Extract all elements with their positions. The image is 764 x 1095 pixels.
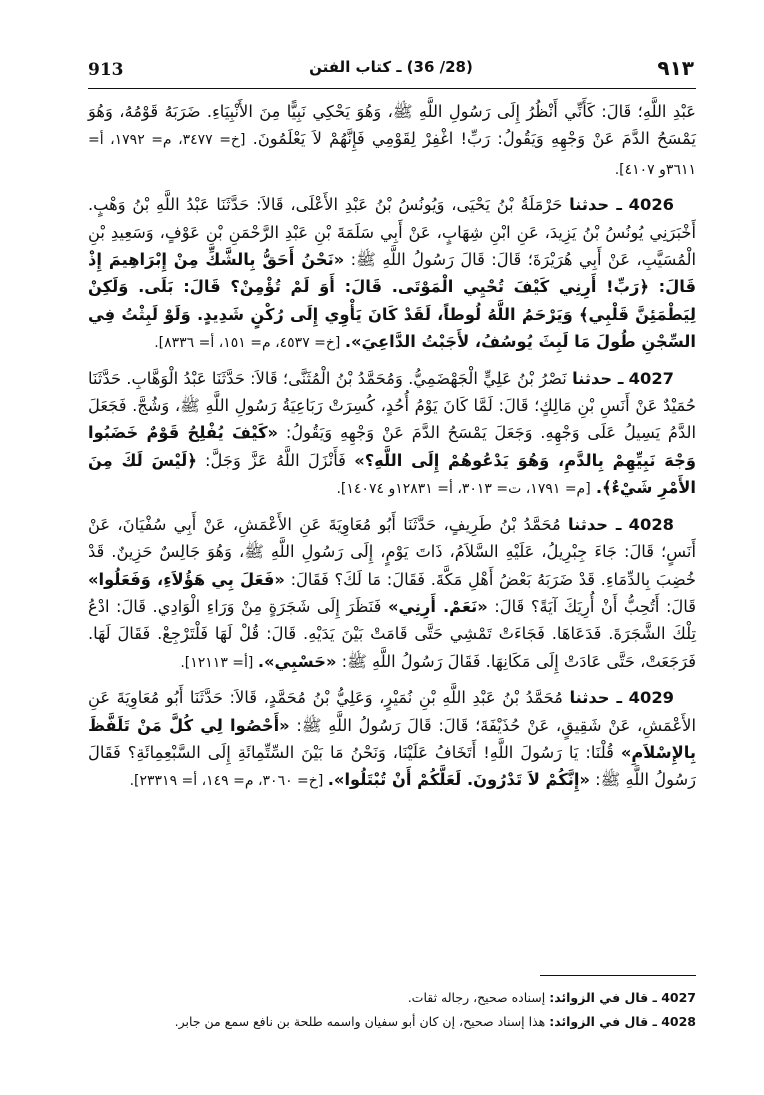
- hadith-lead: ـ حدثنا: [572, 368, 624, 388]
- prophetic-quote: «كَيْفَ يُفْلِحُ قَوْمٌ خَضَبُوا وَجْهَ نَبِيِّهِمْ بِالدَّمِ، وَهُوَ يَدْعُوهُمْ إِلَى اللَّهِ؟»: [88, 423, 697, 470]
- takhrij-ref: [أ= ١٢١١٣].: [180, 654, 258, 671]
- prophetic-quote: «أَحْصُوا لِي كُلَّ مَنْ تَلَفَّظَ بِالإِسْلاَمِ»: [88, 715, 696, 762]
- narration-text: فَأَنْزَلَ اللَّهُ عَزَّ وَجَلَّ:: [196, 450, 355, 470]
- hadith-lead: ـ حدثنا: [568, 514, 622, 534]
- page-number-arabic: ٩١٣: [657, 56, 694, 80]
- header-rule: [88, 88, 696, 89]
- prophetic-quote: «إِنَّكُمْ لاَ تَدْرُونَ. لَعَلَّكُمْ أَنْ تُبْتَلُوا».: [327, 770, 590, 790]
- hadith-number: 4027: [628, 368, 674, 388]
- hadith-4028: [88, 511, 696, 677]
- prophetic-quote: «حَسْبِي».: [257, 651, 337, 671]
- narration-text: فَنَظَرَ إِلَى شَجَرَةٍ مِنْ وَرَاءِ الْوَادِي. قَالَ: ادْعُ تِلْكَ الشَّجَرَةَ. فَدَعَاهَا. فَجَاءَتْ تَمْشِي حَتَّى قَامَتْ بَيْنَ يَدَيْهِ. قَالَ: قُلْ لَهَا فَلْتَرْجِعْ. فَقَالَ لَهَا. فَرَجَعَتْ، حَتَّى عَادَتْ إِلَى مَكَانِهَا. فَقَالَ رَسُولُ اللَّهِ ﷺ:: [88, 596, 696, 671]
- footnote-key: 4028 ـ قال في الزوائد:: [549, 1014, 696, 1029]
- takhrij-ref: [خ= ٣٠٦٠، م= ١٤٩، أ= ٢٣٣١٩].: [129, 773, 328, 790]
- page-number-latin: 913: [88, 60, 124, 80]
- footnote-text: إسناده صحيح، رجاله ثقات.: [407, 990, 550, 1005]
- isnad-text: مُحَمَّدُ بْنُ عَبْدِ اللَّهِ بْنِ نُمَيْرٍ، وَعَلِيُّ بْنُ مُحَمَّدٍ، قَالاَ: حَدَّثَنَا أَبُو مُعَاوِيَةَ عَنِ الأَعْمَشِ، عَنْ شَقِيقٍ، عَنْ حُذَيْفَةَ؛ قَالَ: قَالَ رَسُولُ اللَّهِ ﷺ:: [88, 688, 696, 735]
- hadith-number: 4028: [628, 514, 674, 534]
- hadith-number: 4026: [628, 195, 674, 215]
- page-header: [88, 56, 694, 86]
- narration-text: قُلْنَا: يَا رَسُولَ اللَّهِ! أَتَخَافُ عَلَيْنَا، وَنَحْنُ مَا بَيْنَ السِّتِّمِائَةِ إِلَى السَّبْعِمِائَةِ؟ فَقَالَ رَسُولُ اللَّهِ ﷺ:: [88, 742, 696, 790]
- footnote-text: هذا إسناد صحيح، إن كان أبو سفيان واسمه طلحة بن نافع سمع من جابر.: [174, 1014, 550, 1029]
- footnote-rule: [540, 975, 696, 976]
- hadith-4027: [88, 365, 696, 504]
- narration-text: قَالَ: أَتُحِبُّ أَنْ أُرِيَكَ آيَةً؟ قَالَ:: [487, 596, 696, 616]
- hadith-lead: ـ حدثنا: [569, 688, 623, 708]
- quran-quote: ﴿لَيْسَ لَكَ مِنَ الأَمْرِ شَيْءٌ﴾.: [88, 450, 696, 498]
- takhrij-ref: [م= ١٧٩١، ت= ٣٠١٣، أ= ١٢٨٣١و ١٤٠٧٤].: [336, 481, 591, 498]
- isnad-text: حَرْمَلَةُ بْنُ يَحْيَى، وَيُونُسُ بْنُ عَبْدِ الأَعْلَى، قَالاَ: حَدَّثَنَا عَبْدُ اللَّهِ بْنُ وَهْبٍ. أَخْبَرَنِي يُونُسُ بْنُ يَزِيدَ، عَنِ ابْنِ شِهَابٍ، عَنْ أَبِي سَلَمَةَ بْنِ عَبْدِ الرَّحْمَنِ بْنِ عَوْفٍ، وَسَعِيدِ بْنِ الْمُسَيَّبِ، عَنْ أَبِي هُرَيْرَةَ؛ قَالَ: قَالَ رَسُولُ اللَّهِ ﷺ:: [88, 195, 696, 270]
- footnotes: [88, 986, 696, 1034]
- footnote-4027: [88, 986, 696, 1010]
- hadith-lead: ـ حدثنا: [569, 195, 622, 215]
- isnad-text: مُحَمَّدُ بْنُ طَرِيفٍ، حَدَّثَنَا أَبُو مُعَاوِيَةَ عَنِ الأَعْمَشِ، عَنْ أَبِي سُفْيَانَ، عَنْ أَنَسٍ؛ قَالَ: جَاءَ جِبْرِيلُ، عَلَيْهِ السَّلاَمُ، ذَاتَ يَوْمٍ، إِلَى رَسُولِ اللَّهِ ﷺ، وَهُوَ جَالِسٌ حَزِينٌ. قَدْ خُضِبَ بِالدِّمَاءِ. قَدْ ضَرَبَهُ بَعْضُ أَهْلِ مَكَّةَ. فَقَالَ: مَا لَكَ؟ فَقَالَ:: [88, 514, 696, 589]
- footnote-4028: [88, 1010, 696, 1034]
- prophetic-quote: «فَعَلَ بِي هَؤُلاَءِ، وَفَعَلُوا»: [88, 569, 285, 589]
- takhrij-ref: [خ= ٤٥٣٧، م= ١٥١، أ= ٨٣٣٦].: [154, 335, 345, 352]
- hadith-4026: [88, 191, 696, 357]
- hadith-continuation: [88, 98, 696, 184]
- isnad-text: نَصْرُ بْنُ عَلِيٍّ الْجَهْضَمِيُّ. وَمُحَمَّدُ بْنُ الْمُثَنَّى؛ قَالاَ: حَدَّثَنَا عَبْدُ الْوَهَّابِ. حَدَّثَنَا حُمَيْدٌ عَنْ أَنَسِ بْنِ مَالِكٍ؛ قَالَ: لَمَّا كَانَ يَوْمُ أُحُدٍ، كُسِرَتْ رَبَاعِيَةُ رَسُولِ اللَّهِ ﷺ، وَشُجَّ. فَجَعَلَ الدَّمُ يَسِيلُ عَلَى وَجْهِهِ. وَجَعَلَ يَمْسَحُ الدَّمَ عَنْ وَجْهِهِ وَيَقُولُ:: [88, 368, 697, 443]
- takhrij-ref: [خ= ٣٤٧٧، م= ١٧٩٢، أ= ٣٦١١و ٤١٠٧].: [88, 132, 696, 178]
- hadith-4029: [88, 684, 696, 796]
- prophetic-quote: «نَعَمْ. أَرِنِي»: [387, 596, 488, 616]
- hadith-body: [88, 98, 696, 803]
- hadith-number: 4029: [628, 688, 674, 708]
- running-title: (28/ 36) ـ كتاب الفتن: [309, 58, 473, 76]
- footnote-key: 4027 ـ قال في الزوائد:: [549, 990, 696, 1005]
- continuation-text: عَبْدِ اللَّهِ؛ قَالَ: كَأَنِّي أَنْظُرُ إِلَى رَسُولِ اللَّهِ ﷺ، وَهُوَ يَحْكِي نَبِيًّا مِنَ الأَنْبِيَاءِ. ضَرَبَهُ قَوْمُهُ، وَهُوَ يَمْسَحُ الدَّمَ عَنْ وَجْهِهِ وَيَقُولُ: رَبِّ! اغْفِرْ لِقَوْمِي فَإِنَّهُمْ لاَ يَعْلَمُونَ.: [88, 102, 696, 149]
- prophetic-quote: «نَحْنُ أَحَقُّ بِالشَّكِّ مِنْ إِبْرَاهِيمَ إِذْ قَالَ: ﴿رَبِّ! أَرِنِي كَيْفَ تُحْيِي الْمَوْتَى. قَالَ: أَوَ لَمْ تُؤْمِنْ؟ قَالَ: بَلَى. وَلَكِنْ لِيَطْمَئِنَّ قَلْبِي﴾ وَيَرْحَمُ اللَّهُ لُوطاً، لَقَدْ كَانَ يَأْوِي إِلَى رُكْنٍ شَدِيدٍ. وَلَوْ لَبِثْتُ فِي السِّجْنِ طُولَ مَا لَبِثَ يُوسُفُ، لأَجَبْتُ الدَّاعِيَ».: [88, 250, 696, 352]
